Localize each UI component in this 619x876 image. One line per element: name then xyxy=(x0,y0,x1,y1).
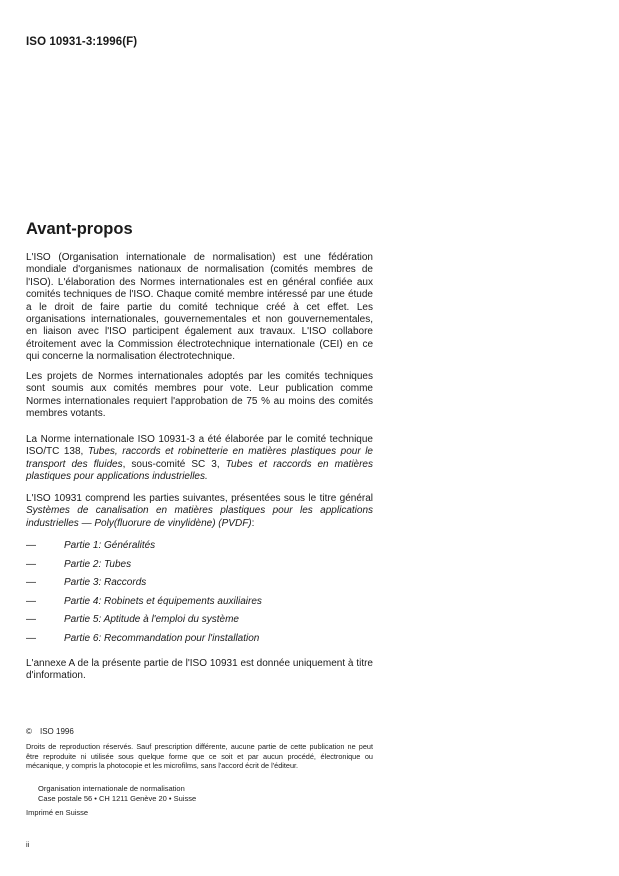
p3-text-c: , sous-comité SC 3, xyxy=(122,458,226,470)
list-item xyxy=(26,614,373,633)
list-item xyxy=(26,540,373,559)
foreword-paragraph-2: Les projets de Normes internationales adoptés par les comités techniques sont soumis aux comités membres pour vote. Leur publication comme Normes internationales requiert l'approbation de 75 % au moins des comités membres votants. xyxy=(26,371,373,420)
part-label: Partie 5: Aptitude à l'emploi du système xyxy=(64,614,239,626)
foreword-heading: Avant-propos xyxy=(26,220,133,238)
list-dash: — xyxy=(26,632,36,644)
p4-general-title: Systèmes de canalisation en matières plastiques pour les applications industrielles — Poly(fluorure de vinylidène) (PVDF) xyxy=(26,505,373,529)
copyright-icon: © xyxy=(26,727,32,736)
publisher-address: Case postale 56 • CH 1211 Genève 20 • Suisse xyxy=(38,793,197,803)
p4-text-a: L'ISO 10931 comprend les parties suivantes, présentées sous le titre général xyxy=(26,493,373,504)
list-dash: — xyxy=(26,577,36,589)
list-dash: — xyxy=(26,595,36,607)
copyright-text: ISO 1996 xyxy=(40,727,74,736)
p3-subcommittee-title: Tubes et raccords en matières plastiques pour applications industrielles. xyxy=(26,458,373,483)
list-dash: — xyxy=(26,540,36,551)
list-dash: — xyxy=(26,558,36,570)
part-label: Partie 3: Raccords xyxy=(64,577,147,589)
foreword-paragraph-1: L'ISO (Organisation internationale de normalisation) est une fédération mondiale d'organismes nationaux de normalisation (comités membres de l'ISO). L'élaboration des Normes internationales est en général confiée aux comités techniques de l'ISO. Chaque comité membre intéressé par une étude a le droit de faire partie du comité technique créé à cet effet. Les organisations internationales, gouvernementales et non gouvernementales, en liaison avec l'ISO participent également aux travaux. L'ISO collabore étroitement avec la Commission électrotechnique internationale (CEI) en ce qui concerne la normalisation électrotechnique. xyxy=(26,252,373,363)
printed-in: Imprimé en Suisse xyxy=(26,808,89,817)
p3-text-a: La Norme internationale ISO 10931-3 a été élaborée par le comité technique ISO/TC 138, xyxy=(26,434,373,458)
publisher-block xyxy=(38,784,196,803)
part-label: Partie 6: Recommandation pour l'installation xyxy=(64,632,260,644)
part-label: Partie 1: Généralités xyxy=(64,540,156,551)
foreword-paragraph-3 xyxy=(26,434,373,484)
list-dash: — xyxy=(26,614,36,626)
p4-text-c: : xyxy=(251,517,255,529)
list-item xyxy=(26,559,373,578)
page-number: ii xyxy=(26,840,30,849)
part-label: Partie 2: Tubes xyxy=(64,558,132,570)
parts-list xyxy=(26,540,373,652)
foreword-paragraph-5: L'annexe A de la présente partie de l'ISO 10931 est donnée uniquement à titre d'information. xyxy=(26,658,373,682)
foreword-paragraph-4 xyxy=(26,493,373,530)
list-item xyxy=(26,633,373,652)
publisher-name: Organisation internationale de normalisation xyxy=(38,784,185,793)
p3-committee-title: Tubes, raccords et robinetterie en matières plastiques pour le transport des fluides xyxy=(26,446,373,470)
list-item xyxy=(26,577,373,596)
list-item xyxy=(26,596,373,615)
document-id: ISO 10931-3:1996(F) xyxy=(26,36,138,48)
rights-notice: Droits de reproduction réservés. Sauf prescription différente, aucune partie de cette publication ne peut être reproduite ni utilisée sous quelque forme que ce soit et par aucun procédé, électronique ou mécanique, y compris la photocopie et les microfilms, sans l'accord écrit de l'éditeur. xyxy=(26,742,373,771)
copyright-line xyxy=(26,727,74,736)
part-label: Partie 4: Robinets et équipements auxiliaires xyxy=(64,595,262,607)
